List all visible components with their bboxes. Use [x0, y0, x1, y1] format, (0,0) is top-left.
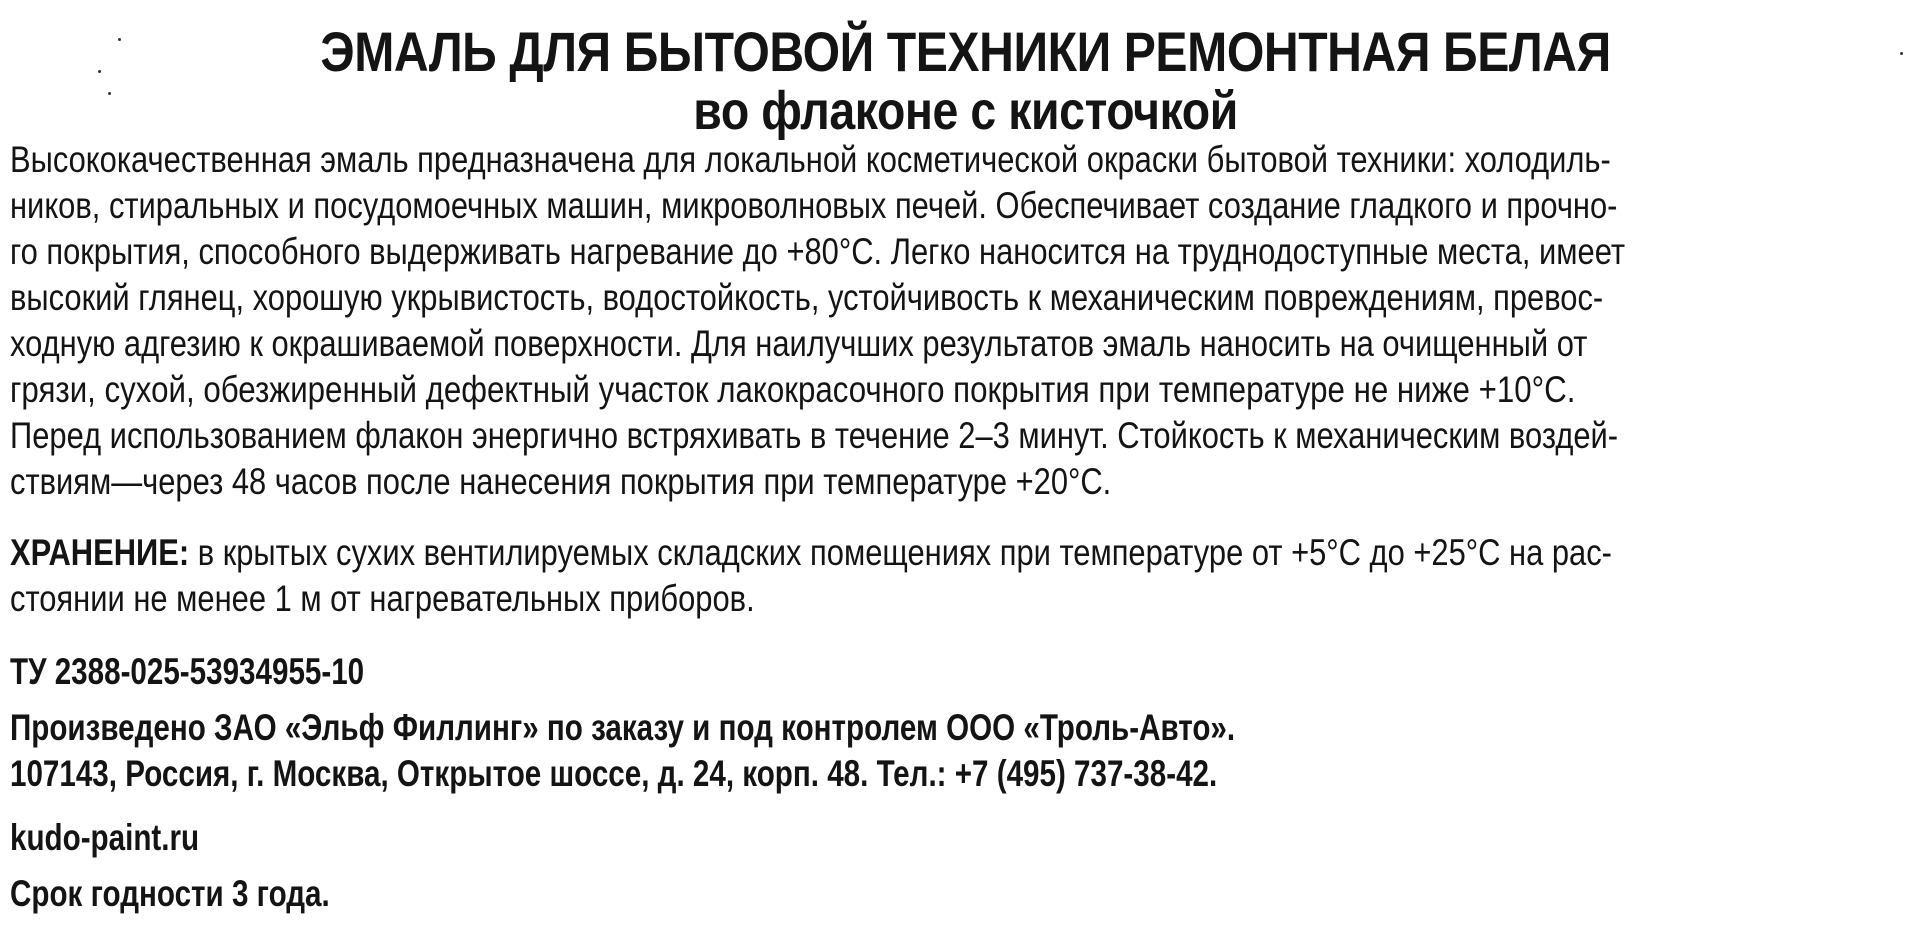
- storage-heading: ХРАНЕНИЕ:: [10, 532, 190, 573]
- producer-line: Произведено ЗАО «Эльф Филлинг» по заказу и под контролем ООО «Троль-Авто».: [10, 707, 1236, 748]
- description-line: ствиям—через 48 часов после нанесения покрытия при температуре +20°С.: [10, 461, 1112, 502]
- description-line: Высококачественная эмаль предназначена для локальной косметической окраски бытовой техники: холодиль-: [10, 139, 1611, 180]
- tu-code: ТУ 2388-025-53934955-10: [10, 651, 365, 692]
- shelf-life: Срок годности 3 года.: [10, 873, 330, 914]
- product-title: ЭМАЛЬ ДЛЯ БЫТОВОЙ ТЕХНИКИ РЕМОНТНАЯ БЕЛАЯ: [320, 20, 1611, 83]
- producer-address: 107143, Россия, г. Москва, Открытое шоссе, д. 24, корп. 48. Тел.: +7 (495) 737-38-42.: [10, 753, 1218, 794]
- storage-text: в крытых сухих вентилируемых складских помещениях при температуре от +5°С до +25°С на рас-: [189, 532, 1612, 573]
- description-line: высокий глянец, хорошую укрывистость, водостойкость, устойчивость к механическим повреждениям, превос-: [10, 277, 1604, 318]
- storage-line: [10, 531, 1612, 575]
- print-speck: [118, 38, 121, 41]
- description-line: го покрытия, способного выдерживать нагревание до +80°С. Легко наносится на труднодоступные места, имеет: [10, 231, 1626, 272]
- product-subtitle: во флаконе с кисточкой: [693, 81, 1238, 141]
- description-line: Перед использованием флакон энергично встряхивать в течение 2–3 минут. Стойкость к механическим воздей-: [10, 415, 1619, 456]
- website-link[interactable]: kudo-paint.ru: [10, 817, 200, 858]
- print-speck: [108, 92, 111, 95]
- print-speck: [98, 70, 101, 73]
- storage-line: стоянии не менее 1 м от нагревательных приборов.: [10, 578, 755, 619]
- print-speck: [1900, 52, 1903, 55]
- description-line: ников, стиральных и посудомоечных машин, микроволновых печей. Обеспечивает создание гладкого и прочно-: [10, 185, 1618, 226]
- description-line: ходную адгезию к окрашиваемой поверхности. Для наилучших результатов эмаль наносить на очищенный от: [10, 323, 1588, 364]
- description-line: грязи, сухой, обезжиренный дефектный участок лакокрасочного покрытия при температуре не ниже +10°С.: [10, 369, 1576, 410]
